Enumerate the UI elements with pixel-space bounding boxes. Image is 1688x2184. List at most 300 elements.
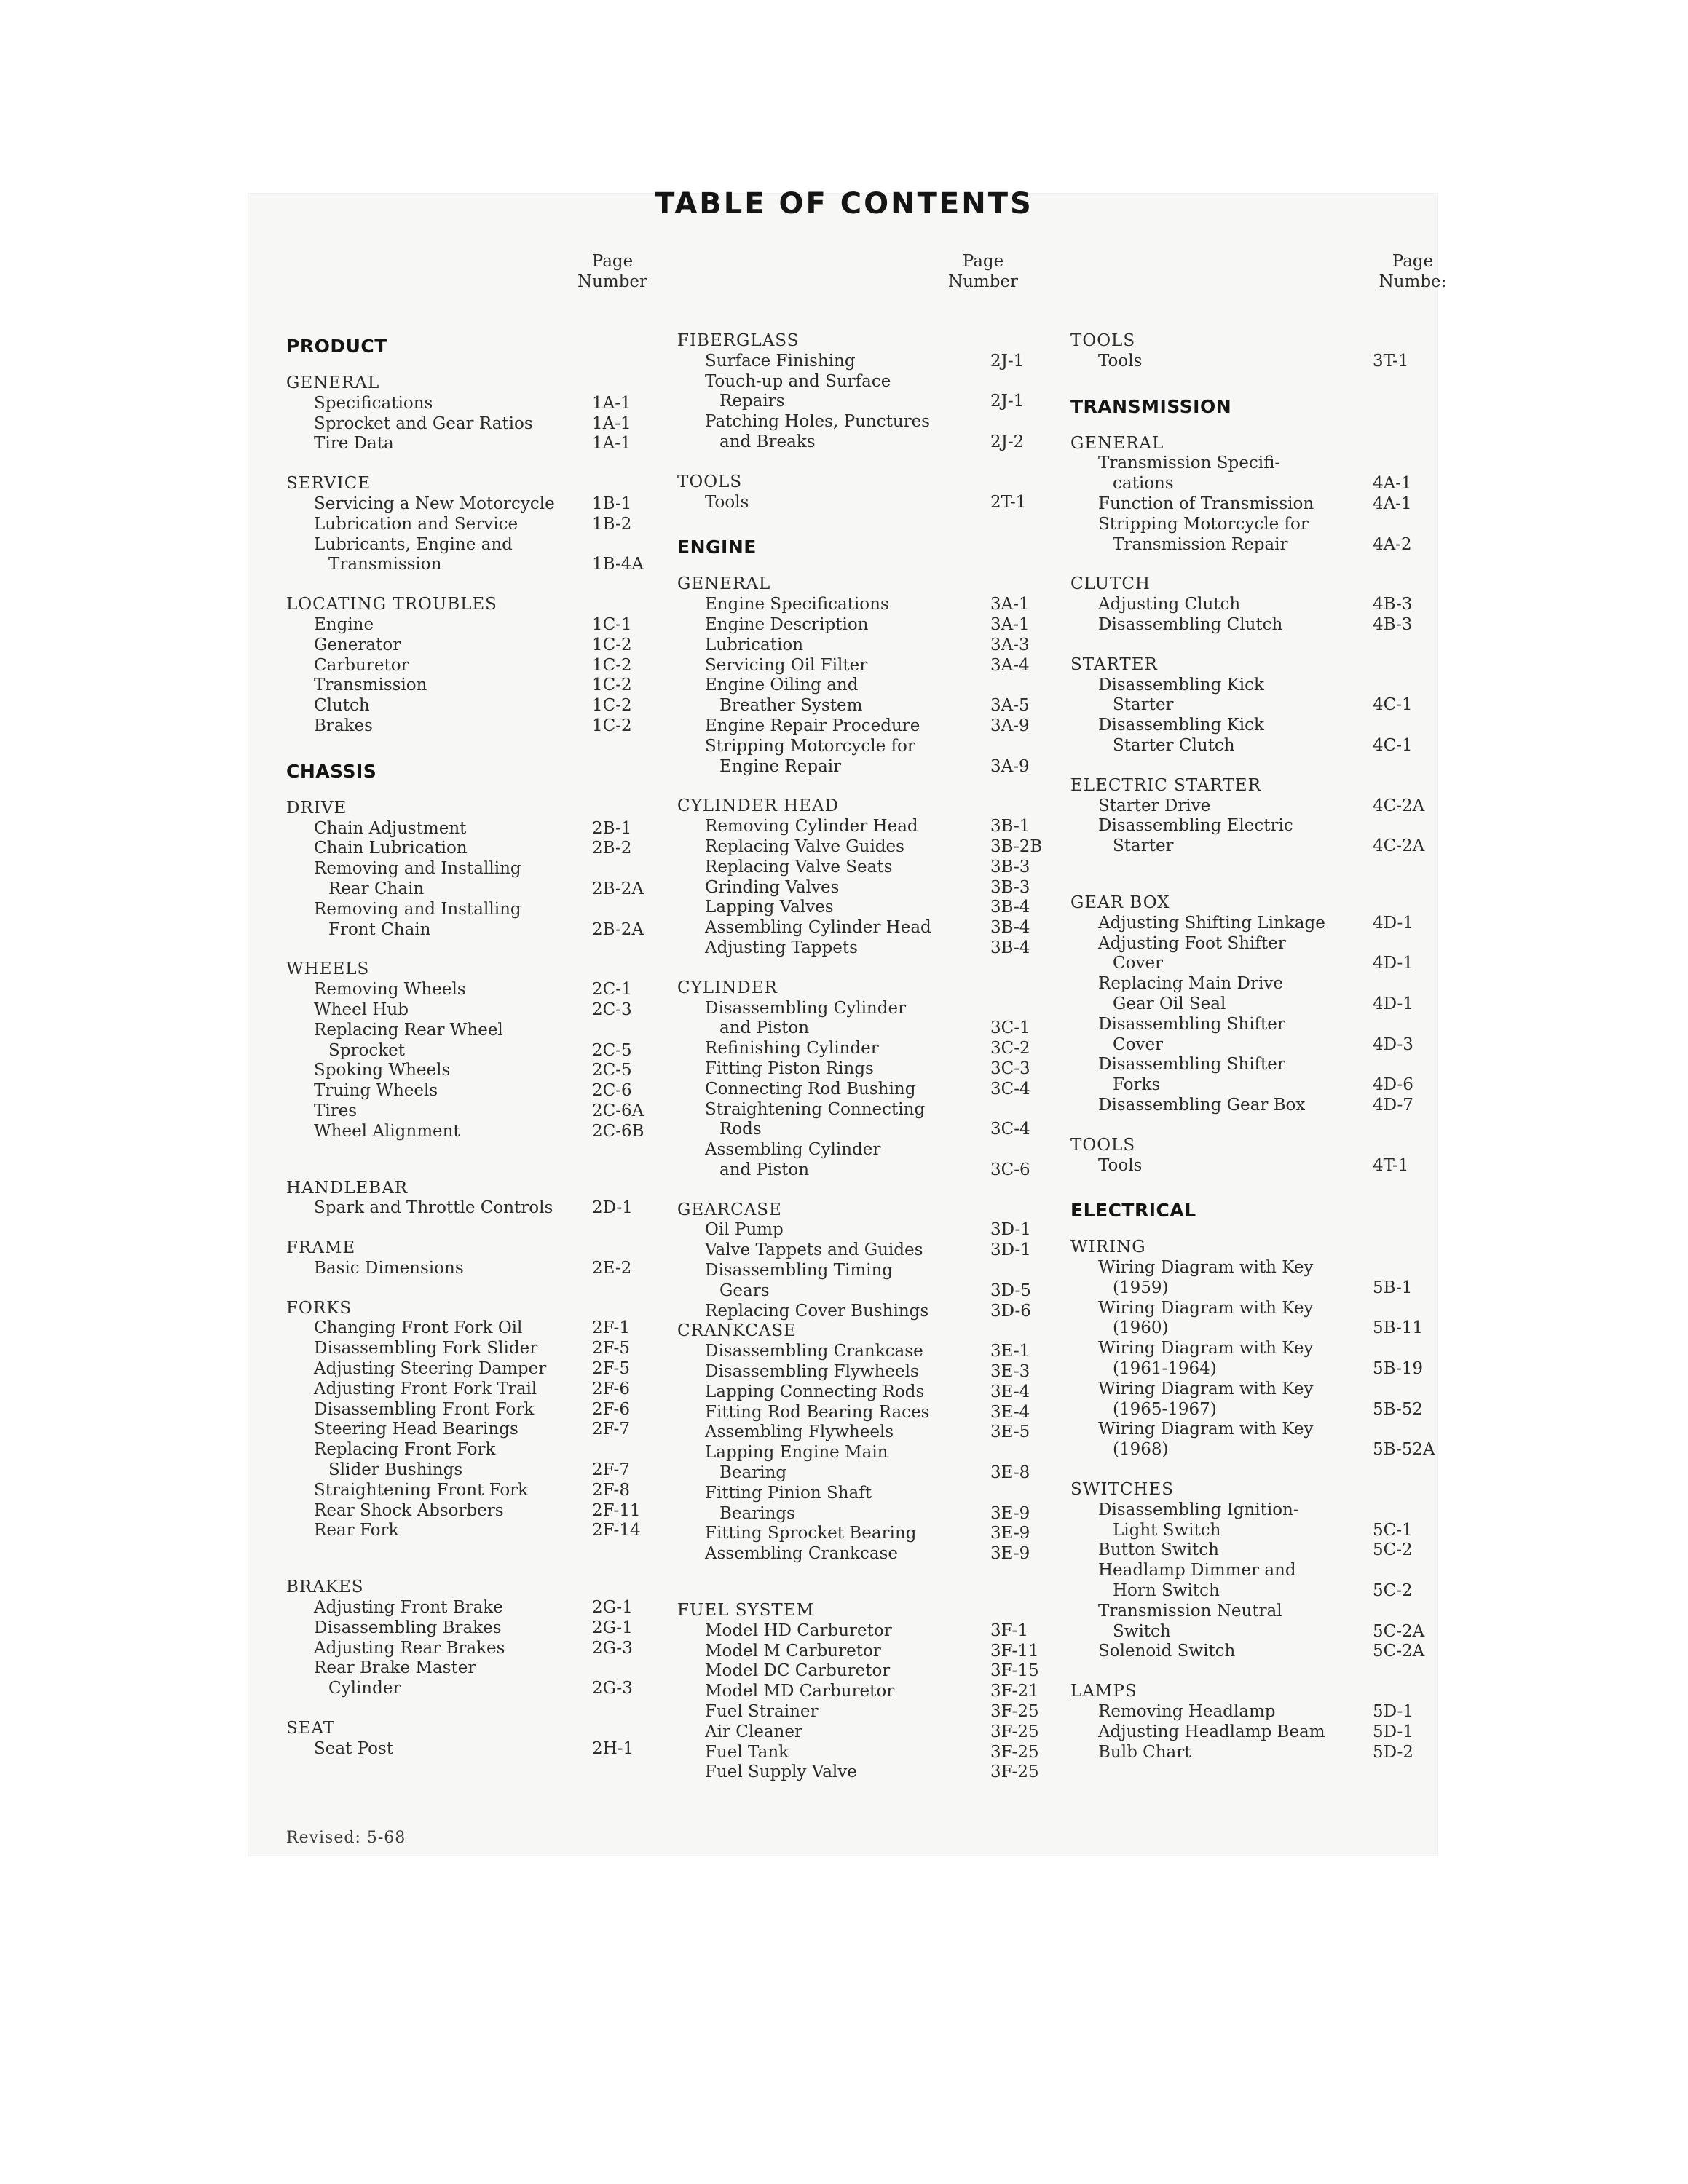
- toc-group-heading: WHEELS: [286, 960, 370, 979]
- toc-column-2: [677, 251, 1041, 1803]
- toc-entry-label: Lubrication: [705, 635, 804, 654]
- toc-entry-page: 3F-25: [990, 1762, 1039, 1782]
- toc-entry: [286, 1420, 665, 1440]
- toc-entry-page: 2C-1: [592, 980, 632, 1000]
- toc-entry: [677, 1241, 1041, 1261]
- spacer: [677, 1564, 1041, 1601]
- toc-entry-label: cations: [1113, 474, 1174, 494]
- toc-group-heading: TOOLS: [677, 472, 743, 491]
- toc-entry-label: Light Switch: [1113, 1520, 1221, 1540]
- toc-group-heading: FORKS: [286, 1298, 352, 1318]
- toc-entry-label: Carburetor: [314, 655, 409, 675]
- spacer: [677, 959, 1041, 978]
- column-header: [286, 251, 665, 331]
- toc-entry-page: 3B-4: [990, 898, 1030, 917]
- toc-entry: [286, 920, 665, 941]
- toc-entry: [1070, 1540, 1438, 1561]
- spacer: [1070, 756, 1438, 776]
- toc-entry-page: [990, 1443, 1041, 1463]
- toc-entry-page: 3C-2: [990, 1039, 1030, 1059]
- toc-entry: [286, 1380, 665, 1400]
- toc-entry-label: Wiring Diagram with Key: [1098, 1420, 1314, 1439]
- toc-entry: [286, 1318, 665, 1339]
- toc-group: [286, 474, 665, 575]
- toc-entry-label: Adjusting Steering Damper: [314, 1359, 547, 1379]
- toc-entry-page: 3C-4: [990, 1079, 1030, 1099]
- toc-entry-label: Steering Head Bearings: [314, 1420, 518, 1439]
- toc-entry-label: Removing Cylinder Head: [705, 817, 918, 836]
- toc-entry-page: 1A-1: [592, 434, 631, 454]
- toc-entry-label: Cover: [1113, 954, 1164, 973]
- toc-entry: [1070, 796, 1438, 817]
- toc-entry-label: Lapping Engine Main: [705, 1443, 888, 1463]
- toc-entry-label: Disassembling Flywheels: [705, 1362, 919, 1382]
- toc-entry-label: Removing Headlamp: [1098, 1702, 1276, 1722]
- toc-entry: [1070, 474, 1438, 494]
- toc-entry-label: Engine Description: [705, 614, 869, 634]
- toc-entry: [677, 817, 1041, 837]
- toc-group: [286, 799, 665, 941]
- toc-entry-page: [990, 737, 1041, 757]
- toc-entry-page: 2E-2: [592, 1258, 632, 1278]
- toc-entry-page: 3E-1: [990, 1342, 1030, 1361]
- spacer: [677, 1181, 1041, 1200]
- toc-entry: [286, 1481, 665, 1501]
- page-number-header-line: Number: [577, 272, 648, 291]
- toc-entry-label: Transmission: [314, 676, 427, 695]
- toc-group: [1070, 1480, 1438, 1662]
- toc-group: [677, 796, 1041, 958]
- toc-entry-page: 2F-6: [592, 1399, 630, 1419]
- toc-group-heading: SWITCHES: [1070, 1480, 1175, 1500]
- toc-entry: [677, 1140, 1041, 1160]
- toc-group: [286, 1299, 665, 1542]
- toc-group: [286, 1179, 665, 1219]
- toc-entry: [677, 696, 1041, 716]
- toc-entry: [677, 372, 1041, 392]
- toc-entry-page: 3D-6: [990, 1301, 1031, 1321]
- toc-entry-label: Transmission Neutral: [1098, 1601, 1282, 1621]
- toc-entry: [286, 1460, 665, 1481]
- toc-group: [1070, 1682, 1438, 1762]
- toc-entry-label: Wheel Alignment: [314, 1121, 460, 1141]
- toc-entry-page: 3F-11: [990, 1641, 1039, 1661]
- toc-entry: [677, 1281, 1041, 1302]
- toc-entry: [286, 1198, 665, 1219]
- toc-entry-label: Disassembling Shifter: [1098, 1014, 1285, 1034]
- toc-entry-label: Removing and Installing: [314, 899, 521, 919]
- toc-entry-label: Rear Shock Absorbers: [314, 1500, 504, 1520]
- toc-entry-page: 2F-8: [592, 1480, 630, 1500]
- toc-entry-page: [1373, 716, 1438, 736]
- toc-entry-page: 2B-2A: [592, 879, 644, 898]
- toc-entry-label: Solenoid Switch: [1098, 1642, 1236, 1661]
- toc-group-heading: HANDLEBAR: [286, 1178, 409, 1198]
- toc-entry-label: Tools: [1098, 351, 1143, 371]
- toc-entry-label: Servicing Oil Filter: [705, 655, 868, 675]
- toc-entry: [1070, 454, 1438, 474]
- toc-entry-page: 2B-2: [592, 839, 632, 858]
- toc-entry-page: 1C-2: [592, 676, 632, 695]
- toc-entry-label: (1965-1967): [1113, 1399, 1217, 1419]
- toc-column-3: [1070, 251, 1447, 1782]
- toc-entry: [677, 1302, 1041, 1322]
- toc-entry: [677, 1661, 1041, 1682]
- toc-entry-page: 1C-2: [592, 696, 632, 716]
- page-title: TABLE OF CONTENTS: [655, 187, 1033, 221]
- spacer: [1070, 555, 1438, 574]
- toc-entry-page: 3B-4: [990, 918, 1030, 938]
- toc-entry: [677, 615, 1041, 636]
- toc-entry-label: Straightening Front Fork: [314, 1480, 529, 1500]
- toc-entry-label: Model M Carburetor: [705, 1641, 881, 1661]
- toc-entry-page: 2F-6: [592, 1379, 630, 1398]
- toc-entry: [677, 352, 1041, 372]
- toc-entry: [286, 1359, 665, 1380]
- toc-entry-page: 3B-3: [990, 877, 1030, 897]
- toc-entry-page: 2G-3: [592, 1638, 633, 1658]
- spacer: [677, 1783, 1041, 1803]
- toc-entry-page: 4C-1: [1373, 695, 1413, 715]
- toc-entry: [286, 1081, 665, 1101]
- toc-group: [1070, 331, 1438, 372]
- toc-entry-page: 5D-2: [1373, 1742, 1413, 1762]
- spacer: [286, 737, 665, 756]
- spacer: [286, 1219, 665, 1238]
- toc-entry-label: Disassembling Timing: [705, 1261, 894, 1281]
- toc-entry-label: Wiring Diagram with Key: [1098, 1298, 1314, 1318]
- major-section-heading: ENGINE: [677, 537, 757, 558]
- toc-group: [1070, 1238, 1438, 1460]
- toc-entry: [677, 392, 1041, 412]
- toc-entry-page: 5C-1: [1373, 1520, 1413, 1540]
- toc-group-heading: CLUTCH: [1070, 574, 1151, 594]
- toc-group: [677, 1321, 1041, 1564]
- toc-entry: [1070, 1400, 1438, 1420]
- toc-entry-label: Replacing Front Fork: [314, 1440, 496, 1460]
- toc-entry-label: Transmission Repair: [1113, 534, 1288, 554]
- toc-entry: [677, 1463, 1041, 1484]
- toc-entry-page: 2H-1: [592, 1738, 634, 1758]
- page-number-header-line: Numbe:: [1379, 272, 1447, 291]
- toc-entry-label: Starter Clutch: [1113, 735, 1235, 755]
- toc-entry-page: 2C-6B: [592, 1121, 644, 1141]
- toc-entry-label: Button Switch: [1098, 1540, 1219, 1560]
- toc-entry-label: Rear Fork: [314, 1521, 399, 1540]
- toc-entry-page: [990, 412, 1041, 432]
- toc-entry: [286, 1501, 665, 1522]
- toc-entry-label: Spark and Throttle Controls: [314, 1198, 553, 1218]
- toc-entry-page: [1373, 676, 1438, 696]
- toc-entry-page: 2C-5: [592, 1061, 632, 1080]
- toc-entry: [677, 898, 1041, 918]
- column-header: [1070, 251, 1447, 331]
- toc-group-heading: ELECTRIC STARTER: [1070, 775, 1261, 795]
- toc-entry-label: Changing Front Fork Oil: [314, 1318, 523, 1338]
- toc-entry: [286, 414, 665, 435]
- toc-entry-page: 5D-1: [1373, 1702, 1413, 1722]
- toc-entry: [1070, 914, 1438, 934]
- toc-entry: [286, 515, 665, 535]
- toc-group-heading: TOOLS: [1070, 1135, 1136, 1155]
- toc-entry-label: Model MD Carburetor: [705, 1682, 895, 1701]
- toc-group: [286, 960, 665, 1142]
- toc-entry: [1070, 736, 1438, 756]
- toc-entry-label: Tools: [705, 492, 749, 512]
- toc-group: [1070, 776, 1438, 857]
- toc-entry-page: 3E-8: [990, 1463, 1030, 1483]
- toc-entry-page: 3F-1: [990, 1621, 1028, 1640]
- toc-entry: [677, 1403, 1041, 1423]
- toc-entry-page: 4D-7: [1373, 1095, 1413, 1115]
- toc-entry-page: 3E-4: [990, 1402, 1030, 1422]
- toc-entry-page: [1373, 1015, 1438, 1035]
- toc-entry-label: Chain Adjustment: [314, 818, 467, 838]
- toc-entry: [286, 1639, 665, 1659]
- toc-entry-label: Disassembling Shifter: [1098, 1055, 1285, 1075]
- toc-entry: [1070, 1156, 1438, 1176]
- toc-entry-page: [592, 900, 665, 920]
- toc-entry-label: Lubricants, Engine and: [314, 534, 513, 554]
- toc-entry: [1070, 1722, 1438, 1743]
- toc-entry-page: [990, 1140, 1041, 1160]
- spacer: [1070, 1762, 1438, 1782]
- toc-entry-page: [1373, 1420, 1438, 1440]
- toc-entry: [1070, 352, 1438, 372]
- toc-entry-label: Servicing a New Motorcycle: [314, 494, 555, 513]
- toc-entry-label: Fitting Piston Rings: [705, 1059, 874, 1078]
- toc-group: [677, 472, 1041, 513]
- toc-group: [286, 595, 665, 737]
- toc-entry-label: Model HD Carburetor: [705, 1621, 892, 1640]
- major-section-heading: PRODUCT: [286, 336, 387, 357]
- toc-entry-label: (1961-1964): [1113, 1359, 1217, 1379]
- toc-entry-label: Transmission Specifi-: [1098, 454, 1281, 473]
- toc-entry: [286, 1061, 665, 1081]
- toc-entry: [677, 412, 1041, 432]
- toc-entry-label: Specifications: [314, 393, 433, 413]
- toc-entry-label: Disassembling Kick: [1098, 716, 1264, 735]
- toc-entry-label: Gears: [719, 1281, 770, 1300]
- page-number-header-line: Page: [591, 252, 634, 271]
- toc-entry-page: 4A-1: [1373, 474, 1412, 494]
- toc-entry-page: 3F-25: [990, 1742, 1039, 1762]
- toc-entry: [286, 1259, 665, 1279]
- toc-entry-label: Basic Dimensions: [314, 1258, 464, 1278]
- toc-entry: [1070, 1500, 1438, 1521]
- toc-entry-page: 3D-5: [990, 1281, 1031, 1300]
- toc-entry: [1070, 974, 1438, 994]
- toc-entry: [1070, 1521, 1438, 1541]
- toc-entry-label: Disassembling Kick: [1098, 675, 1264, 695]
- toc-entry: [677, 493, 1041, 513]
- toc-group: [1070, 655, 1438, 756]
- toc-group: [1070, 574, 1438, 635]
- toc-group: [286, 1238, 665, 1279]
- toc-group: [1070, 434, 1438, 555]
- toc-group: [286, 1578, 665, 1699]
- toc-entry-label: Sprocket: [328, 1040, 405, 1060]
- toc-entry: [286, 434, 665, 454]
- toc-entry-label: Stripping Motorcycle for: [1098, 514, 1309, 534]
- toc-group-heading: FRAME: [286, 1238, 356, 1258]
- toc-entry-page: [990, 1484, 1041, 1504]
- toc-entry-page: [1373, 1055, 1438, 1075]
- toc-entry: [286, 1521, 665, 1541]
- toc-entry: [1070, 716, 1438, 736]
- toc-entry: [1070, 494, 1438, 515]
- toc-entry-label: Seat Post: [314, 1738, 394, 1758]
- toc-entry: [677, 432, 1041, 453]
- toc-entry: [1070, 676, 1438, 696]
- toc-entry-page: 2C-6: [592, 1081, 632, 1101]
- page-number-header: [939, 251, 1027, 292]
- toc-entry-label: Brakes: [314, 716, 373, 735]
- toc-entry-page: 2F-14: [592, 1521, 641, 1540]
- toc-entry: [286, 1021, 665, 1041]
- toc-entry: [677, 1682, 1041, 1702]
- toc-entry-page: 3D-1: [990, 1241, 1031, 1260]
- toc-entry-label: Rear Chain: [328, 879, 425, 898]
- toc-entry: [677, 1621, 1041, 1642]
- toc-entry: [677, 1722, 1041, 1743]
- toc-entry-page: 4D-3: [1373, 1034, 1413, 1054]
- toc-entry-page: [990, 372, 1041, 392]
- toc-group: [677, 1200, 1041, 1322]
- toc-entry: [1070, 615, 1438, 636]
- toc-entry: [286, 494, 665, 515]
- toc-entry: [286, 555, 665, 575]
- toc-group-heading: GEAR BOX: [1070, 893, 1170, 912]
- toc-entry: [1070, 934, 1438, 954]
- toc-group-heading: FUEL SYSTEM: [677, 1601, 815, 1621]
- toc-entry-label: Engine: [314, 614, 374, 634]
- toc-entry-page: 3F-25: [990, 1702, 1039, 1722]
- toc-entry: [1070, 1096, 1438, 1116]
- toc-entry: [1070, 1702, 1438, 1722]
- major-section-heading: ELECTRICAL: [1070, 1200, 1196, 1222]
- toc-entry: [286, 980, 665, 1000]
- toc-group-heading: TOOLS: [1070, 331, 1136, 350]
- toc-entry: [286, 535, 665, 555]
- toc-entry: [677, 1504, 1041, 1524]
- toc-entry: [677, 1018, 1041, 1039]
- toc-entry-label: (1959): [1113, 1278, 1169, 1297]
- toc-entry-label: Fuel Supply Valve: [705, 1762, 857, 1782]
- toc-entry-label: Disassembling Electric: [1098, 816, 1293, 836]
- toc-entry-label: Fitting Pinion Shaft: [705, 1483, 872, 1503]
- toc-group-heading: CYLINDER HEAD: [677, 796, 840, 816]
- toc-entry-label: Lubrication and Service: [314, 514, 518, 534]
- toc-entry-page: [990, 676, 1041, 696]
- toc-entry-label: Replacing Main Drive: [1098, 974, 1283, 994]
- toc-entry-page: 3B-4: [990, 938, 1030, 957]
- toc-entry-page: [990, 999, 1041, 1019]
- spacer: [1070, 857, 1438, 893]
- spacer: [286, 1699, 665, 1719]
- toc-entry: [1070, 1299, 1438, 1319]
- toc-entry: [677, 1423, 1041, 1443]
- toc-entry-page: 3B-1: [990, 817, 1030, 836]
- toc-entry-page: 3E-9: [990, 1503, 1030, 1523]
- toc-entry: [677, 1120, 1041, 1140]
- toc-entry-label: Adjusting Front Fork Trail: [314, 1379, 537, 1398]
- toc-entry-page: 2G-1: [592, 1598, 633, 1618]
- toc-entry-label: Truing Wheels: [314, 1081, 438, 1101]
- toc-entry: [1070, 1278, 1438, 1299]
- toc-group: [1070, 1136, 1438, 1176]
- toc-entry: [1070, 1339, 1438, 1359]
- toc-entry-label: Sprocket and Gear Ratios: [314, 414, 533, 433]
- toc-group-heading: LOCATING TROUBLES: [286, 595, 497, 614]
- toc-entry-page: 3C-3: [990, 1059, 1030, 1078]
- toc-entry-label: Generator: [314, 635, 401, 654]
- spacer: [1070, 636, 1438, 655]
- toc-group-heading: GENERAL: [1070, 433, 1164, 453]
- toc-entry-page: 1C-2: [592, 655, 632, 675]
- toc-entry-label: Cylinder: [328, 1679, 401, 1698]
- toc-entry-page: 3A-3: [990, 635, 1030, 654]
- toc-entry-page: 1B-4A: [592, 555, 644, 574]
- toc-entry: [286, 1598, 665, 1618]
- toc-entry-page: 3A-9: [990, 756, 1030, 776]
- toc-entry-label: Adjusting Clutch: [1098, 595, 1241, 614]
- toc-entry: [286, 676, 665, 696]
- toc-entry: [286, 716, 665, 737]
- spacer: [677, 777, 1041, 796]
- toc-entry: [286, 819, 665, 839]
- toc-entry-label: Replacing Cover Bushings: [705, 1301, 929, 1321]
- toc-entry-label: Wheel Hub: [314, 1000, 409, 1019]
- toc-entry-page: 4T-1: [1373, 1155, 1409, 1175]
- toc-entry-label: Air Cleaner: [705, 1722, 802, 1741]
- toc-entry: [677, 1039, 1041, 1059]
- toc-entry: [1070, 1055, 1438, 1075]
- spacer: [1070, 1116, 1438, 1136]
- toc-entry-page: 2F-7: [592, 1460, 630, 1480]
- toc-entry-page: 3T-1: [1373, 351, 1409, 371]
- toc-entry-page: [1373, 1258, 1438, 1278]
- toc-entry-page: 5C-2A: [1373, 1621, 1425, 1641]
- toc-entry: [677, 1220, 1041, 1241]
- toc-group-heading: BRAKES: [286, 1578, 364, 1597]
- toc-entry: [286, 696, 665, 716]
- revision-footer: Revised: 5-68: [286, 1829, 406, 1847]
- toc-entry-label: Breather System: [719, 696, 863, 716]
- toc-entry-label: Disassembling Crankcase: [705, 1342, 923, 1361]
- toc-group: [286, 373, 665, 454]
- toc-entry-page: [1373, 1561, 1438, 1581]
- toc-entry-label: Starter: [1113, 695, 1174, 715]
- toc-entry-page: 1A-1: [592, 393, 631, 413]
- toc-entry-label: Model DC Carburetor: [705, 1661, 891, 1681]
- spacer: [286, 1760, 665, 1779]
- toc-entry: [1070, 1581, 1438, 1602]
- toc-entry: [677, 1342, 1041, 1362]
- toc-entry-page: 3E-3: [990, 1362, 1030, 1382]
- toc-entry-label: Disassembling Cylinder: [705, 998, 907, 1018]
- toc-entry: [677, 1743, 1041, 1763]
- toc-entry-label: Replacing Valve Seats: [705, 857, 893, 877]
- toc-entry: [677, 656, 1041, 676]
- toc-entry-page: 2F-7: [592, 1420, 630, 1439]
- toc-entry-page: 3B-3: [990, 857, 1030, 877]
- toc-entry-label: Adjusting Foot Shifter: [1098, 933, 1286, 953]
- toc-entry: [677, 1544, 1041, 1564]
- toc-entry-page: 2B-2A: [592, 919, 644, 939]
- toc-entry-label: Replacing Rear Wheel: [314, 1020, 503, 1040]
- toc-entry-label: Tools: [1098, 1155, 1143, 1175]
